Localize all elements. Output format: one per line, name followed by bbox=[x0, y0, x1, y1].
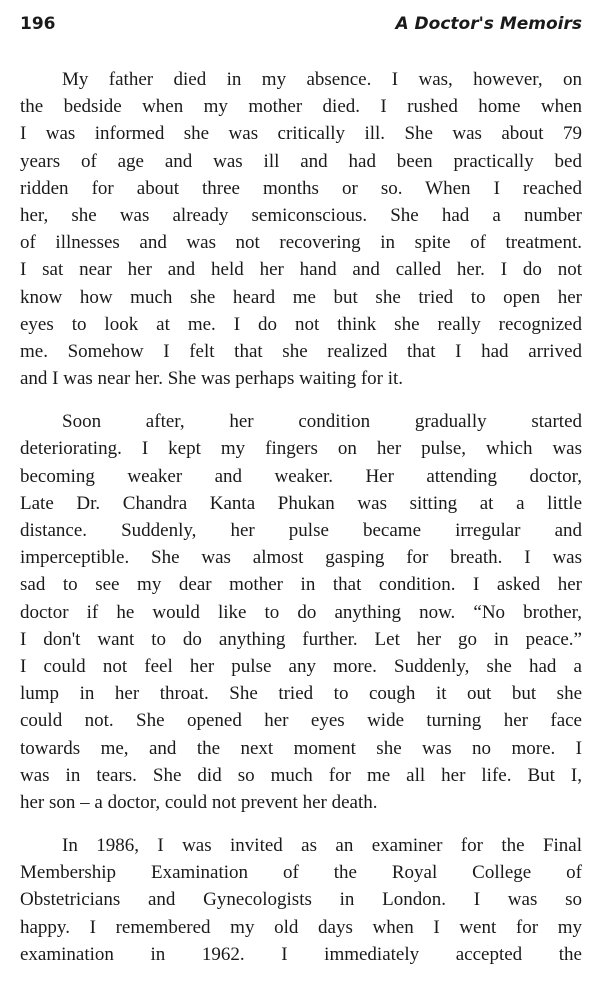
text-line: ridden for about three months or so. When I reached bbox=[20, 177, 582, 199]
text-line: know how much she heard me but she tried to open her bbox=[20, 286, 582, 308]
text-line: could not. She opened her eyes wide turning her face bbox=[20, 710, 582, 732]
text-line: Late Dr. Chandra Kanta Phukan was sitting at a little bbox=[20, 492, 582, 514]
paragraph-examiner-invite bbox=[20, 832, 582, 968]
text-line: deteriorating. I kept my fingers on her pulse, which was bbox=[20, 438, 582, 460]
text-line: lump in her throat. She tried to cough it out but she bbox=[20, 683, 582, 705]
text-line: her, she was already semiconscious. She had a number bbox=[20, 204, 582, 226]
text-line: In 1986, I was invited as an examiner for the Final bbox=[62, 835, 582, 857]
text-line: becoming weaker and weaker. Her attending doctor, bbox=[20, 465, 582, 487]
running-head: A Doctor's Memoirs bbox=[395, 14, 582, 34]
body-text bbox=[20, 66, 582, 968]
paragraph-last-moments bbox=[20, 408, 582, 816]
text-line: My father died in my absence. I was, however, on bbox=[62, 69, 582, 90]
text-line: I was informed she was critically ill. She was about 79 bbox=[20, 123, 582, 145]
text-line: was in tears. She did so much for me all her life. But I, bbox=[20, 764, 582, 786]
text-line: eyes to look at me. I do not think she really recognized bbox=[20, 313, 582, 335]
text-line: distance. Suddenly, her pulse became irregular and bbox=[20, 520, 582, 541]
text-line: her son – a doctor, could not prevent her death. bbox=[20, 791, 378, 813]
text-line: Obstetricians and Gynecologists in London. I was so bbox=[20, 889, 582, 911]
text-line: the bedside when my mother died. I rushed home when bbox=[20, 96, 582, 118]
text-line: of illnesses and was not recovering in spite of treatment. bbox=[20, 232, 582, 254]
page-number: 196 bbox=[20, 14, 56, 34]
text-line: examination in 1962. I immediately accepted the bbox=[20, 943, 582, 965]
text-line: doctor if he would like to do anything now. “No brother, bbox=[20, 601, 582, 623]
text-line: towards me, and the next moment she was no more. I bbox=[20, 737, 582, 759]
text-line: happy. I remembered my old days when I went for my bbox=[20, 916, 582, 938]
text-line: and I was near her. She was perhaps waiting for it. bbox=[20, 368, 404, 390]
text-line: I could not feel her pulse any more. Suddenly, she had a bbox=[20, 655, 582, 677]
text-line: I sat near her and held her hand and called her. I do not bbox=[20, 259, 582, 281]
text-line: Soon after, her condition gradually started bbox=[62, 411, 582, 433]
text-line: Membership Examination of the Royal College of bbox=[20, 862, 582, 884]
text-line: me. Somehow I felt that she realized that I had arrived bbox=[20, 340, 582, 362]
page-header bbox=[20, 12, 582, 38]
text-line: years of age and was ill and had been practically bed bbox=[20, 150, 582, 172]
paragraph-mother-death bbox=[20, 66, 582, 392]
text-line: imperceptible. She was almost gasping for breath. I was bbox=[20, 547, 582, 569]
text-line: I don't want to do anything further. Let her go in peace.” bbox=[20, 628, 582, 650]
text-line: sad to see my dear mother in that condition. I asked her bbox=[20, 574, 582, 596]
